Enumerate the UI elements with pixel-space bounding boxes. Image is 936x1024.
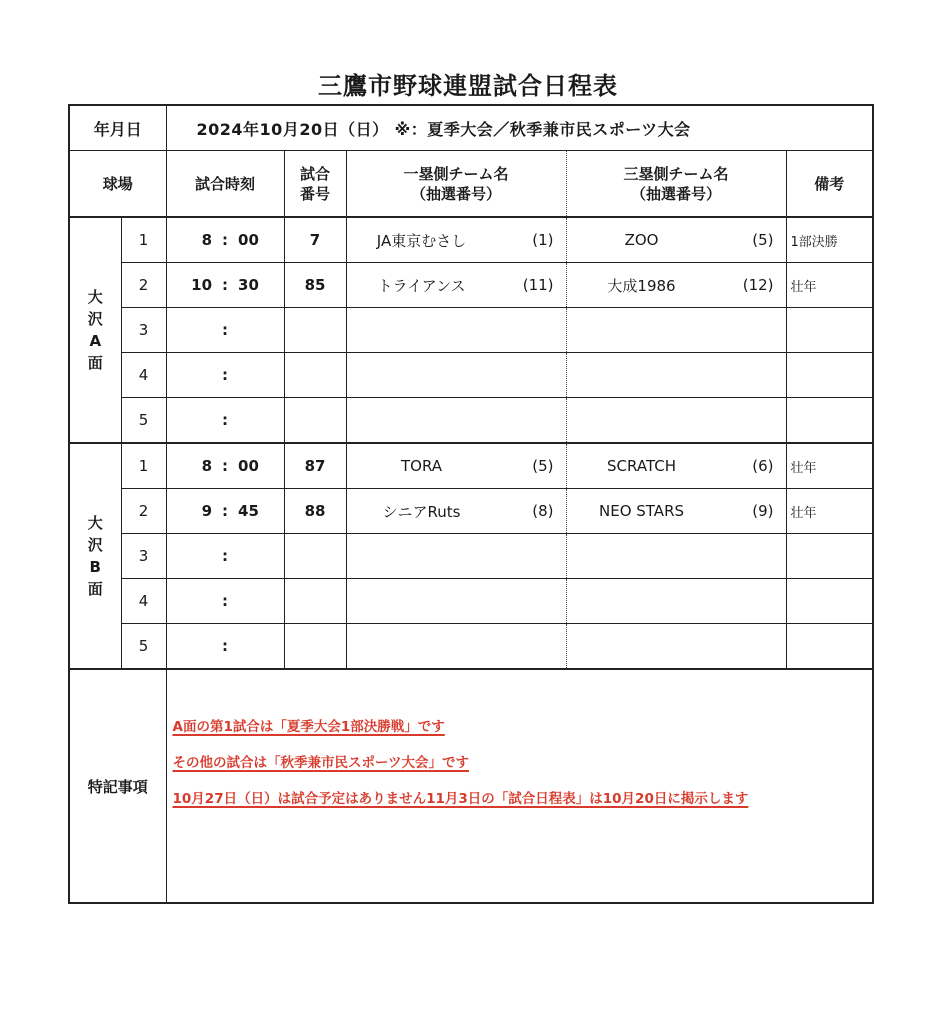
first-base-team-name bbox=[347, 308, 497, 352]
third-base-draw-number: (6) bbox=[752, 457, 774, 475]
third-base-team-name bbox=[567, 624, 717, 668]
first-base-team-name: JA東京むさし bbox=[376, 231, 467, 250]
game-row bbox=[69, 579, 873, 624]
field-name-char: 面 bbox=[87, 354, 103, 372]
first-base-team-name bbox=[347, 534, 497, 578]
third-base-team-cell bbox=[566, 624, 786, 670]
game-row bbox=[69, 534, 873, 579]
date-label: 年月日 bbox=[69, 105, 166, 151]
field-name-char: A bbox=[89, 332, 102, 350]
game-id bbox=[284, 353, 346, 398]
game-row bbox=[69, 353, 873, 398]
game-time bbox=[166, 443, 284, 489]
time-colon: : bbox=[222, 321, 229, 339]
field-name-cell bbox=[69, 217, 121, 443]
time-colon: : bbox=[222, 637, 229, 655]
remark-cell: 壮年 bbox=[786, 443, 873, 489]
header-time: 試合時刻 bbox=[166, 151, 284, 218]
time-hour: 9 bbox=[201, 502, 213, 520]
game-id: 87 bbox=[284, 443, 346, 489]
time-hour: 8 bbox=[201, 231, 213, 249]
game-row bbox=[69, 443, 873, 489]
time-colon: : bbox=[222, 592, 229, 610]
time-colon: : bbox=[222, 411, 229, 429]
header-row bbox=[69, 151, 873, 218]
game-id: 7 bbox=[284, 217, 346, 263]
game-time bbox=[166, 534, 284, 579]
remark-cell: 壮年 bbox=[786, 263, 873, 308]
game-number-in-field: 1 bbox=[121, 217, 166, 263]
game-time bbox=[166, 579, 284, 624]
field-name-char: 大 bbox=[87, 288, 103, 306]
third-base-team-name bbox=[567, 534, 717, 578]
first-base-team-cell bbox=[346, 398, 566, 444]
first-base-team-name bbox=[347, 353, 497, 397]
third-base-team-cell bbox=[566, 579, 786, 624]
game-row bbox=[69, 624, 873, 670]
third-base-team-name: SCRATCH bbox=[607, 457, 676, 475]
header-game-no-line2: 番号 bbox=[300, 184, 331, 203]
game-row bbox=[69, 263, 873, 308]
game-number-in-field: 3 bbox=[121, 534, 166, 579]
third-base-team-name bbox=[567, 308, 717, 352]
schedule-table bbox=[68, 104, 874, 904]
header-first-base-line2: （抽選番号） bbox=[411, 184, 502, 203]
page-title: 三鷹市野球連盟試合日程表 bbox=[318, 72, 618, 100]
game-number-in-field: 2 bbox=[121, 489, 166, 534]
first-base-draw-number: (1) bbox=[532, 231, 554, 249]
first-base-team-cell bbox=[346, 443, 566, 489]
first-base-team-name bbox=[347, 579, 497, 623]
time-colon: : bbox=[222, 231, 229, 249]
game-row bbox=[69, 489, 873, 534]
field-name-char: 面 bbox=[87, 580, 103, 598]
game-time bbox=[166, 217, 284, 263]
third-base-team-cell bbox=[566, 353, 786, 398]
notes-row bbox=[69, 669, 873, 903]
first-base-team-name bbox=[347, 398, 497, 442]
third-base-team-cell bbox=[566, 443, 786, 489]
third-base-team-name: 大成1986 bbox=[607, 276, 676, 295]
remark-cell: 壮年 bbox=[786, 489, 873, 534]
first-base-team-name: シニアRuts bbox=[382, 502, 461, 521]
first-base-draw-number: (11) bbox=[522, 276, 554, 294]
notes-label: 特記事項 bbox=[69, 669, 166, 903]
field-name-char: B bbox=[89, 558, 101, 576]
first-base-team-name: TORA bbox=[400, 457, 443, 475]
time-colon: : bbox=[222, 276, 229, 294]
time-colon: : bbox=[222, 457, 229, 475]
remark-cell: 1部決勝 bbox=[786, 217, 873, 263]
game-id bbox=[284, 308, 346, 353]
third-base-draw-number: (12) bbox=[742, 276, 774, 294]
first-base-team-cell bbox=[346, 353, 566, 398]
third-base-team-cell bbox=[566, 263, 786, 308]
game-time bbox=[166, 489, 284, 534]
header-remarks: 備考 bbox=[786, 151, 873, 218]
game-time bbox=[166, 263, 284, 308]
game-id bbox=[284, 534, 346, 579]
note-line: A面の第1試合は「夏季大会1部決勝戦」です bbox=[172, 719, 445, 735]
game-number-in-field: 4 bbox=[121, 353, 166, 398]
first-base-team-cell bbox=[346, 217, 566, 263]
first-base-team-cell bbox=[346, 624, 566, 670]
first-base-team-cell bbox=[346, 308, 566, 353]
game-time bbox=[166, 624, 284, 670]
header-first-base-line1: 一塁側チーム名 bbox=[403, 164, 509, 183]
third-base-draw-number: (5) bbox=[752, 231, 774, 249]
game-number-in-field: 1 bbox=[121, 443, 166, 489]
remark-cell bbox=[786, 624, 873, 670]
third-base-team-cell bbox=[566, 534, 786, 579]
time-hour: 10 bbox=[191, 276, 213, 294]
header-field: 球場 bbox=[69, 151, 166, 218]
time-colon: : bbox=[222, 547, 229, 565]
notes-content bbox=[166, 669, 873, 903]
first-base-draw-number: (8) bbox=[532, 502, 554, 520]
time-colon: : bbox=[222, 502, 229, 520]
first-base-draw-number: (5) bbox=[532, 457, 554, 475]
first-base-team-cell bbox=[346, 263, 566, 308]
game-row bbox=[69, 217, 873, 263]
game-number-in-field: 5 bbox=[121, 624, 166, 670]
game-time bbox=[166, 398, 284, 444]
field-name-cell bbox=[69, 443, 121, 669]
field-name-char: 沢 bbox=[87, 310, 103, 328]
third-base-team-name: ZOO bbox=[624, 231, 659, 249]
time-minute: 00 bbox=[238, 231, 259, 249]
first-base-team-name: トライアンス bbox=[377, 276, 466, 295]
header-first-base bbox=[346, 151, 566, 218]
game-number-in-field: 5 bbox=[121, 398, 166, 444]
remark-cell bbox=[786, 308, 873, 353]
time-minute: 45 bbox=[238, 502, 259, 520]
game-id bbox=[284, 579, 346, 624]
third-base-team-cell bbox=[566, 308, 786, 353]
game-id: 88 bbox=[284, 489, 346, 534]
third-base-team-name bbox=[567, 398, 717, 442]
first-base-team-cell bbox=[346, 534, 566, 579]
game-time bbox=[166, 308, 284, 353]
first-base-team-cell bbox=[346, 579, 566, 624]
remark-cell bbox=[786, 398, 873, 444]
header-game-no-line1: 試合 bbox=[300, 164, 331, 183]
header-third-base bbox=[566, 151, 786, 218]
game-number-in-field: 4 bbox=[121, 579, 166, 624]
third-base-team-cell bbox=[566, 398, 786, 444]
game-row bbox=[69, 308, 873, 353]
date-row bbox=[69, 105, 873, 151]
game-number-in-field: 2 bbox=[121, 263, 166, 308]
third-base-draw-number: (9) bbox=[752, 502, 774, 520]
game-row bbox=[69, 398, 873, 444]
first-base-team-name bbox=[347, 624, 497, 668]
field-name-char: 沢 bbox=[87, 536, 103, 554]
note-line: その他の試合は「秋季兼市民スポーツ大会」です bbox=[172, 755, 469, 771]
time-colon: : bbox=[222, 366, 229, 384]
game-id: 85 bbox=[284, 263, 346, 308]
header-third-base-line2: （抽選番号） bbox=[631, 184, 722, 203]
note-line: 10月27日（日）は試合予定はありません11月3日の「試合日程表」は10月20日に掲示します bbox=[172, 791, 749, 807]
third-base-team-name bbox=[567, 353, 717, 397]
third-base-team-cell bbox=[566, 217, 786, 263]
field-name-char: 大 bbox=[87, 514, 103, 532]
remark-cell bbox=[786, 534, 873, 579]
remark-cell bbox=[786, 353, 873, 398]
game-id bbox=[284, 398, 346, 444]
header-third-base-line1: 三塁側チーム名 bbox=[623, 164, 729, 183]
first-base-team-cell bbox=[346, 489, 566, 534]
remark-cell bbox=[786, 579, 873, 624]
time-minute: 30 bbox=[238, 276, 259, 294]
time-minute: 00 bbox=[238, 457, 259, 475]
time-hour: 8 bbox=[201, 457, 213, 475]
third-base-team-name: NEO STARS bbox=[599, 502, 685, 520]
header-game-no bbox=[284, 151, 346, 218]
game-number-in-field: 3 bbox=[121, 308, 166, 353]
third-base-team-name bbox=[567, 579, 717, 623]
third-base-team-cell bbox=[566, 489, 786, 534]
game-id bbox=[284, 624, 346, 670]
date-value: 2024年10月20日（日） ※：夏季大会／秋季兼市民スポーツ大会 bbox=[166, 105, 873, 151]
game-time bbox=[166, 353, 284, 398]
